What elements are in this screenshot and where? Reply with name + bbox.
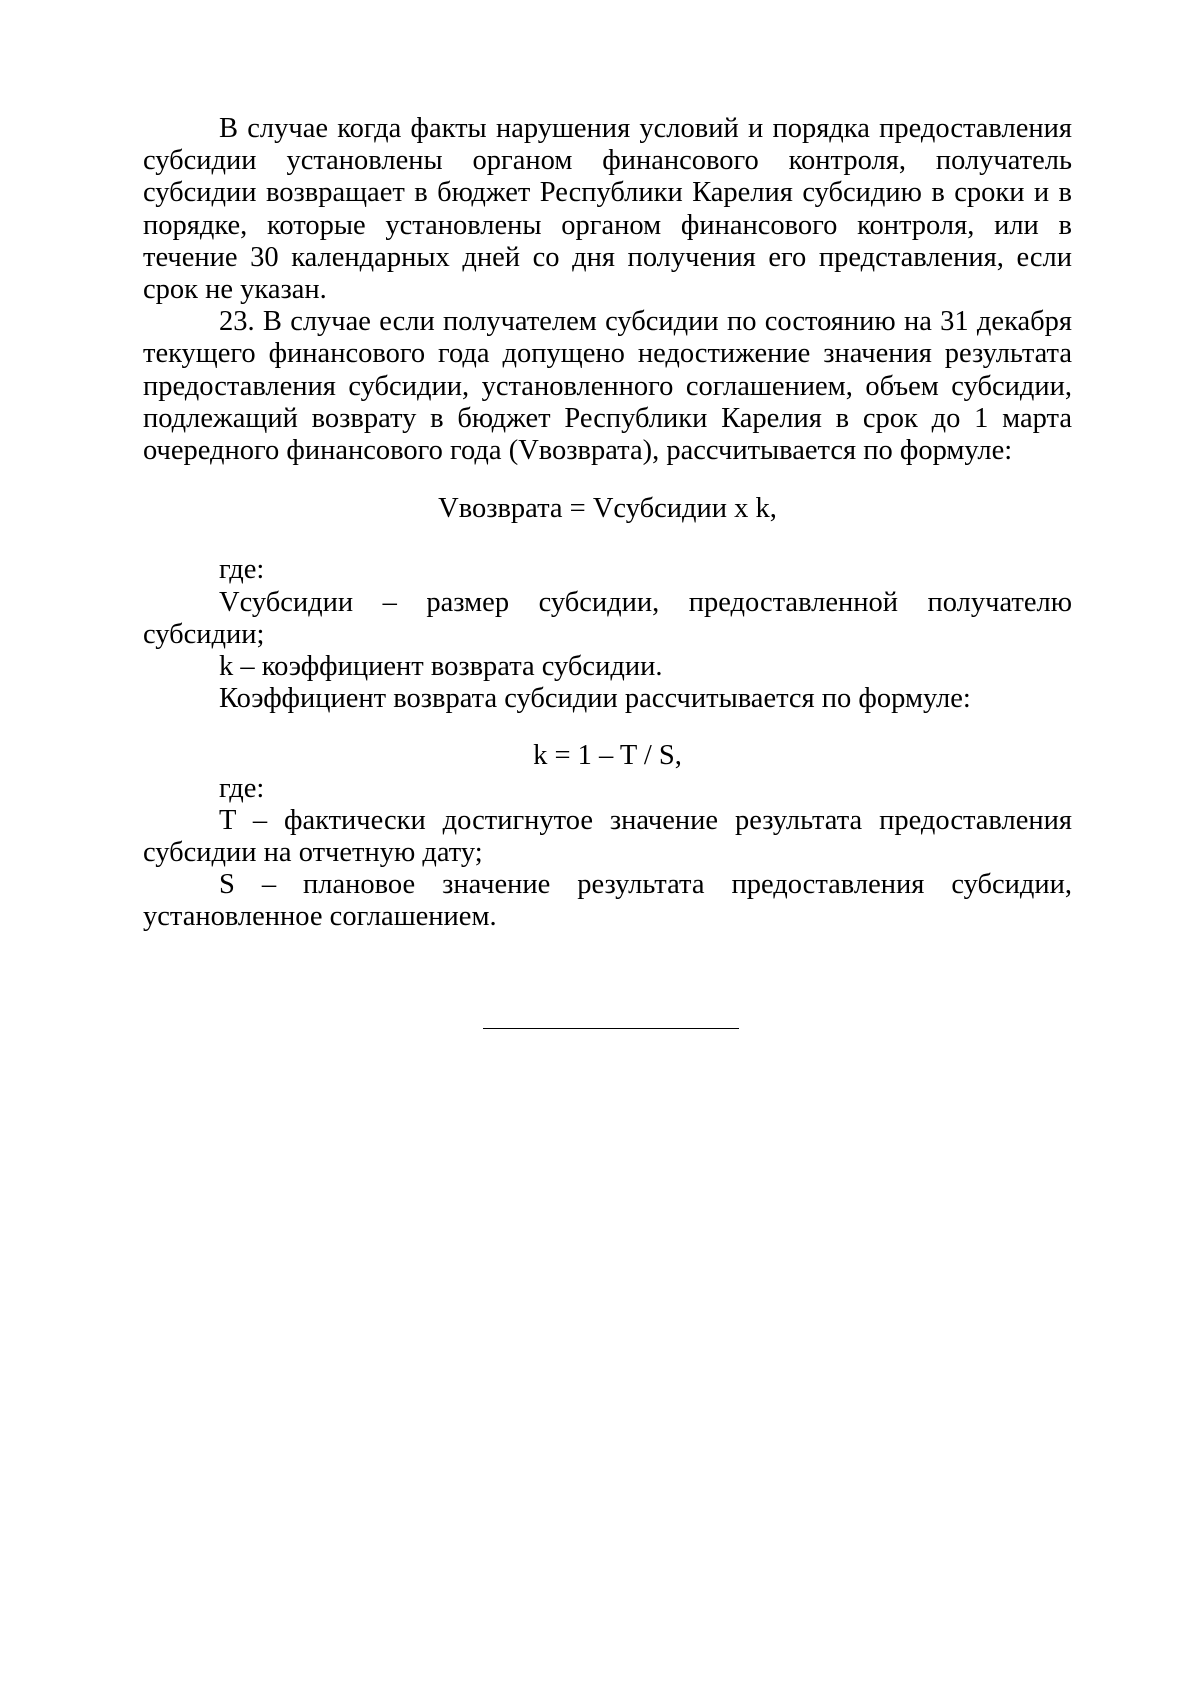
- end-of-document-rule: [483, 1028, 739, 1029]
- definition-s: S – плановое значение результата предоставления субсидии, установленное соглашением.: [143, 869, 1072, 933]
- formula-refund-volume: Vвозврата = Vсубсидии x k,: [438, 493, 777, 525]
- formula-k: k = 1 – T / S,: [533, 740, 682, 772]
- where-label-1: где:: [219, 554, 265, 586]
- definition-k: k – коэффициент возврата субсидии.: [219, 651, 663, 683]
- definition-vsubsidy: Vсубсидии – размер субсидии, предоставленной получателю субсидии;: [143, 586, 1072, 650]
- document-body: [143, 113, 1072, 934]
- k-formula-intro: Коэффициент возврата субсидии рассчитывается по формуле:: [219, 683, 971, 715]
- where-label-2: где:: [219, 772, 265, 804]
- definition-t: T – фактически достигнутое значение результата предоставления субсидии на отчетную дату;: [143, 804, 1072, 869]
- paragraph-23-refund-volume: 23. В случае если получателем субсидии по состоянию на 31 декабря текущего финансового года допущено недостижение значения результата предоставления субсидии, установленного соглашением, объем субсидии, подлежащий возврату в бюджет Республики Карелия в срок до 1 марта очередного финансового года (Vвозврата), рассчитывается по формуле:: [143, 306, 1072, 467]
- paragraph-refund-financial-control: В случае когда факты нарушения условий и порядка предоставления субсидии установлены органом финансового контроля, получатель субсидии возвращает в бюджет Республики Карелия субсидию в сроки и в порядке, которые установлены органом финансового контроля, или в течение 30 календарных дней со дня получения его представления, если срок не указан.: [143, 113, 1072, 306]
